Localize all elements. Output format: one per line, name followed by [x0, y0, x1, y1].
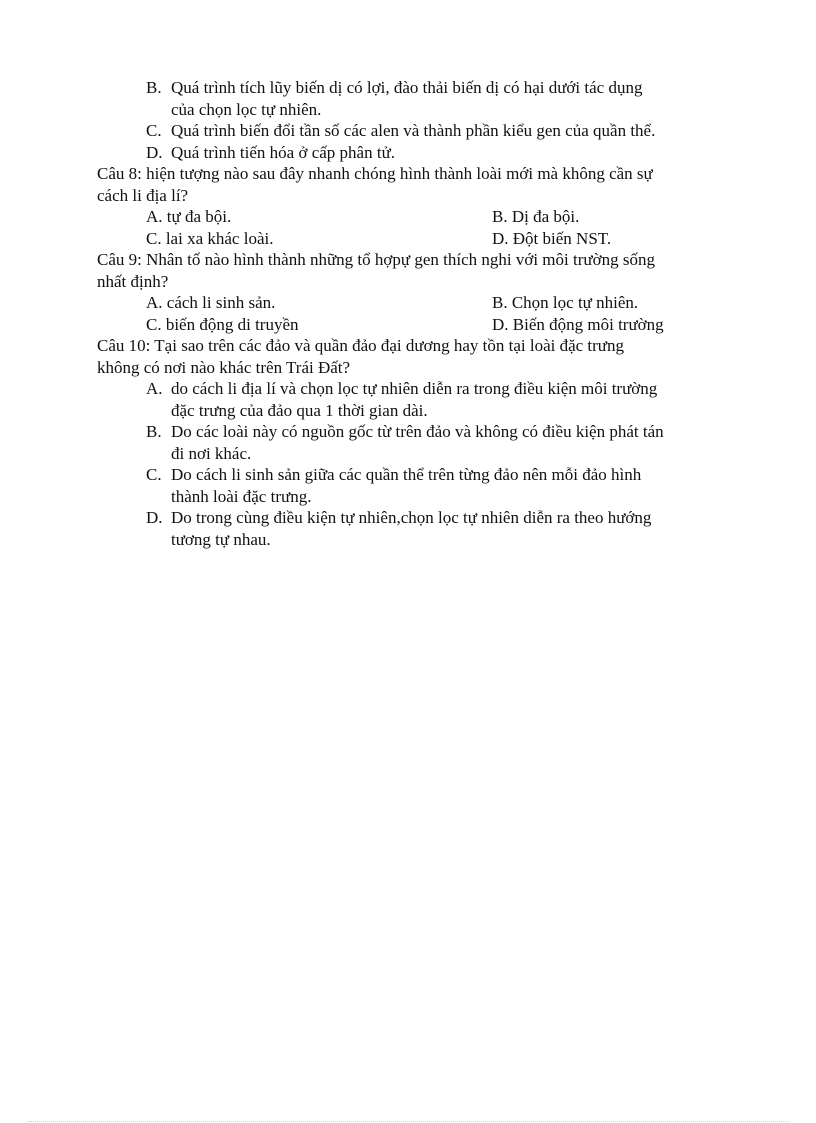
q9-question: Câu 9: Nhân tố nào hình thành những tổ hợpự gen thích nghi với môi trường sống: [97, 250, 655, 269]
q10-option-c: [146, 464, 641, 485]
q8-option-d: D. Đột biến NST.: [492, 229, 612, 248]
q9-option-a: A. cách li sinh sản.: [146, 293, 276, 312]
q8-question-continued: cách li địa lí?: [97, 186, 189, 205]
q10-option-c-continued: thành loài đặc trưng.: [171, 487, 312, 506]
option-text: Do trong cùng điều kiện tự nhiên,chọn lọc tự nhiên diễn ra theo hướng: [171, 508, 652, 527]
q9-option-d: D. Biến động môi trường: [492, 315, 664, 334]
option-letter: D.: [146, 143, 163, 162]
q8-option-b: B. Dị đa bội.: [492, 207, 580, 226]
q10-option-d: [146, 507, 651, 528]
q10-question: Câu 10: Tại sao trên các đảo và quần đảo đại dương hay tồn tại loài đặc trưng: [97, 336, 625, 355]
option-letter: B.: [146, 78, 162, 97]
q10-option-a-continued: đặc trưng của đảo qua 1 thời gian dài.: [171, 401, 428, 420]
q10-question-continued: không có nơi nào khác trên Trái Đất?: [97, 358, 351, 377]
option-letter: B.: [146, 422, 162, 441]
option-letter: C.: [146, 465, 162, 484]
option-letter: C.: [146, 121, 162, 140]
option-text: Quá trình biến đổi tần số các alen và thành phần kiểu gen của quần thể.: [171, 121, 656, 140]
q10-option-b-continued: đi nơi khác.: [171, 444, 252, 463]
q10-option-b: [146, 421, 664, 442]
q10-option-a: [146, 378, 657, 399]
q7-option-d: [146, 142, 395, 163]
option-text: Do các loài này có nguồn gốc từ trên đảo và không có điều kiện phát tán: [171, 422, 664, 441]
option-letter: A.: [146, 379, 163, 398]
option-text: Quá trình tích lũy biến dị có lợi, đào thải biến dị có hại dưới tác dụng: [171, 78, 643, 97]
q7-option-c: [146, 120, 655, 141]
q8-question: Câu 8: hiện tượng nào sau đây nhanh chóng hình thành loài mới mà không cần sự: [97, 164, 653, 183]
q9-question-continued: nhất định?: [97, 272, 169, 291]
q8-option-c: C. lai xa khác loài.: [146, 229, 274, 248]
page-bottom-divider: [28, 1121, 788, 1122]
q7-option-b: [146, 77, 642, 98]
q10-option-d-continued: tương tự nhau.: [171, 530, 271, 549]
q9-option-c: C. biến động di truyền: [146, 315, 299, 334]
option-letter: D.: [146, 508, 163, 527]
q9-option-b: B. Chọn lọc tự nhiên.: [492, 293, 639, 312]
q8-option-a: A. tự đa bội.: [146, 207, 232, 226]
option-text: do cách li địa lí và chọn lọc tự nhiên diễn ra trong điều kiện môi trường: [171, 379, 658, 398]
option-text: Do cách li sinh sản giữa các quần thể trên từng đảo nên mỗi đảo hình: [171, 465, 642, 484]
q7-option-b-continued: của chọn lọc tự nhiên.: [171, 100, 322, 119]
option-text: Quá trình tiến hóa ở cấp phân tử.: [171, 143, 396, 162]
